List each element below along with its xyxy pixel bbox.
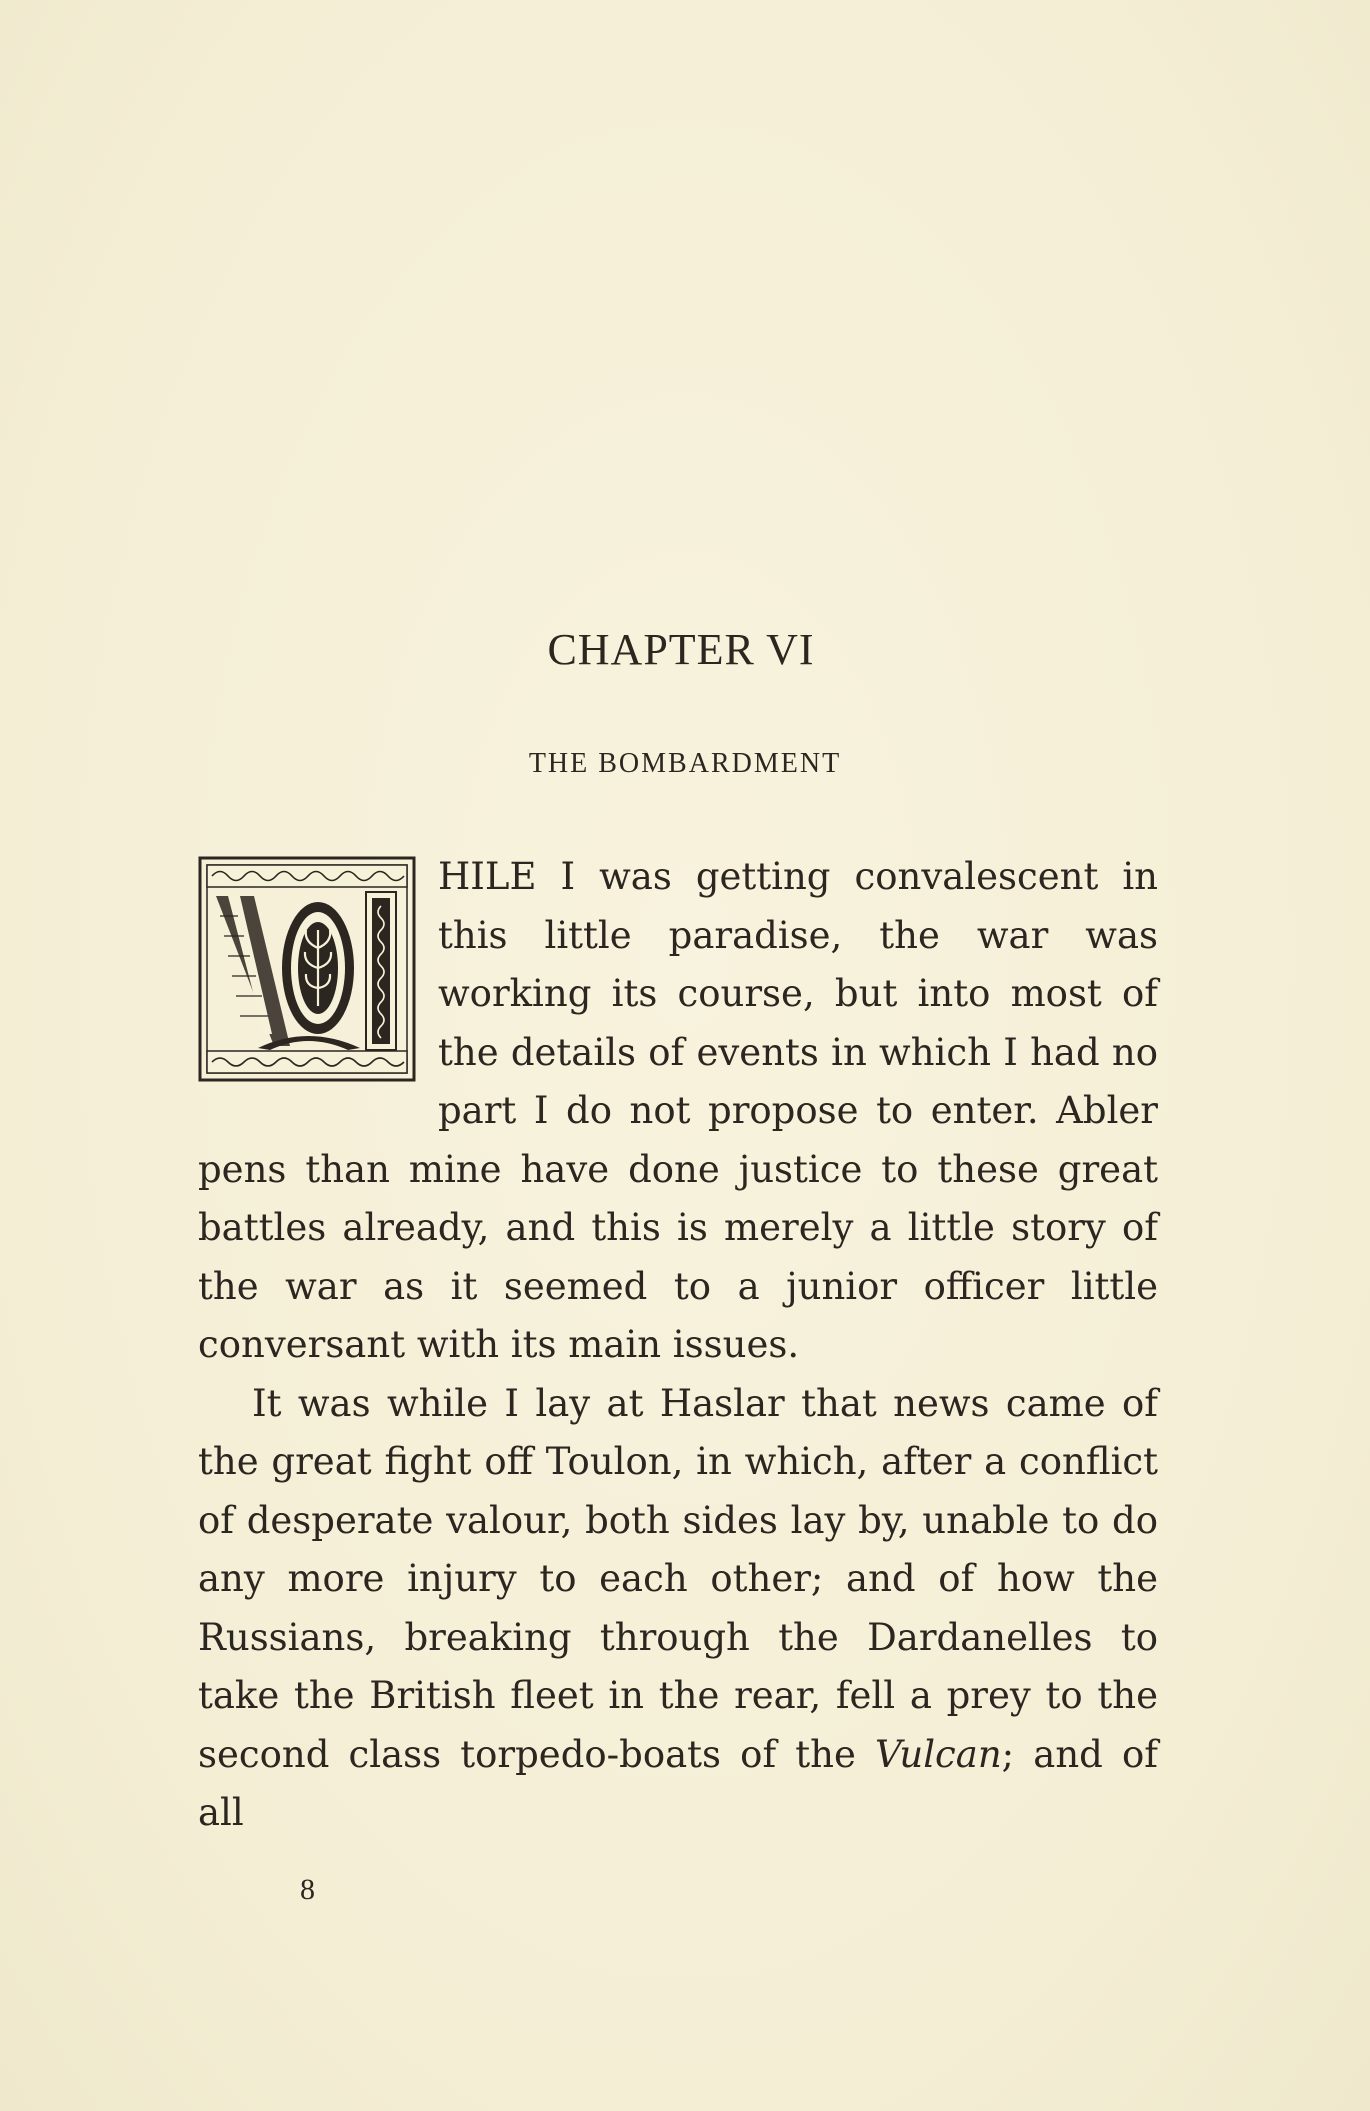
ship-name-italic: Vulcan [875, 1732, 1002, 1776]
paragraph-1: HILE I was getting convalescent in this little paradise, the war was working its course, but into most of the details of events in which I had no part I do not propose to enter. Abler pens than mine have done justice to these great battles already, and this is merely a little story of the war as it seemed to a junior officer little conversant with its main issues. [198, 855, 1158, 1366]
chapter-title: CHAPTER VI [547, 625, 815, 674]
paragraph-2-continuation: ; and of all [198, 1732, 1158, 1834]
body-text [198, 848, 1158, 1843]
chapter-subtitle: THE BOMBARDMENT [528, 748, 842, 779]
paragraph-2 [198, 1375, 1158, 1843]
paragraph-2-text: It was while I lay at Haslar that news came of the great fight off Toulon, in which, after a conflict of desperate valour, both sides lay by, unable to do any more injury to each other; and of how the Russians, breaking through the Dardanelles to take the British fleet in the rear, fell a prey to the second class torpedo-boats of the [198, 1381, 1158, 1776]
page-number: 8 [300, 1873, 315, 1906]
ornamental-initial-w-icon [198, 856, 416, 1082]
